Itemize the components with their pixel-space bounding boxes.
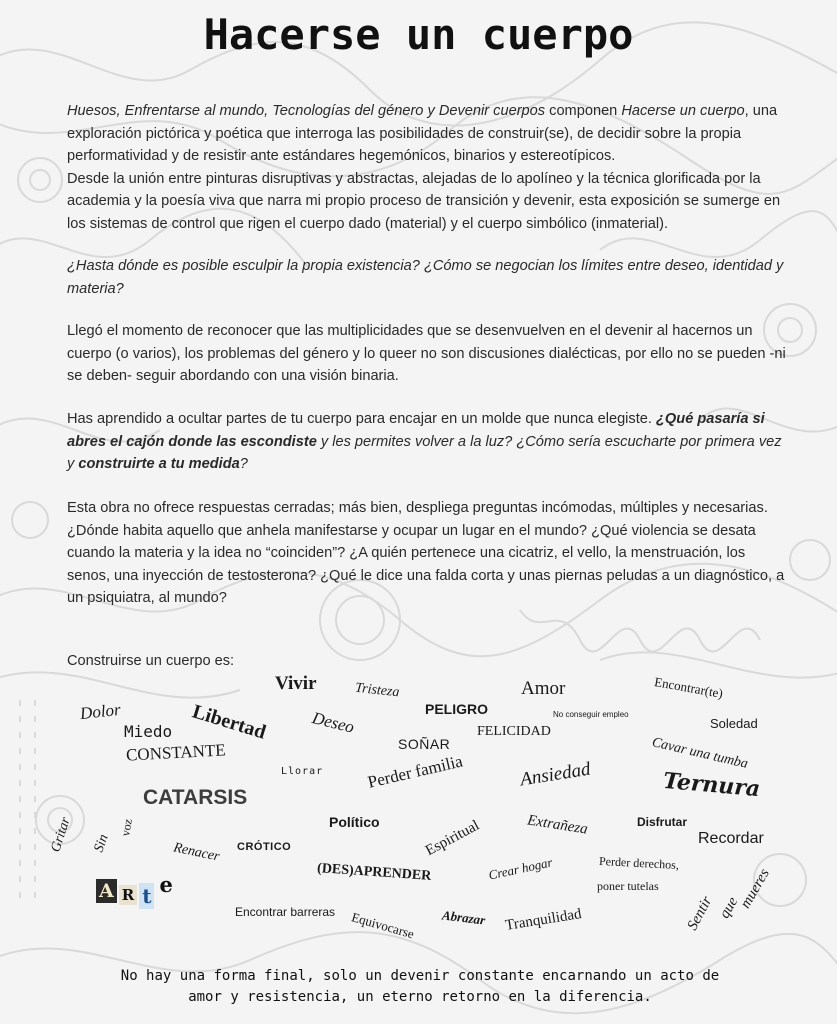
intro-work-title: Hacerse un cuerpo [621,103,745,119]
intro-text-3: Desde la unión entre pinturas disruptivas y abstractas, alejadas de lo apolíneo y la técnica glorificada por la academia y la poesía viva que narra mi propio proceso de transición y devenir, esta exposición se sumerge en los sistemas de control que rigen el cuerpo dado (material) y el cuerpo simbólico (inmaterial). [67,170,781,232]
paragraph-questions: Esta obra no ofrece respuestas cerradas; más bien, despliega preguntas incómodas, múltiples y necesarias. ¿Dónde habita aquello que anhela manifestarse y ocupar un lugar en el mundo? ¿Qué violencia se desata cuando la materia y la idea no “coinciden”? ¿A quién pertenece una cicatriz, el vello, la menstruación, los senos, una inyección de testosterona? ¿Qué le dice una falda corta y unas piernas peludas a un diagnóstico, a un psiquiatra, al mundo? [67,500,785,607]
collage-word-no-conseguir-empleo: No conseguir empleo [553,710,629,719]
question-text: ¿Hasta dónde es posible esculpir la propia existencia? ¿Cómo se negocian los límites entre deseo, identidad y materia? [67,258,784,297]
collage-word-miedo: Miedo [124,722,173,741]
collage-word-amor: Amor [521,678,566,699]
collage-word-catarsis: CATARSIS [143,786,248,809]
page-title: Hacerse un cuerpo [203,10,634,59]
arte-letter-r: R [119,885,137,905]
intro-paragraph [67,100,792,236]
collage-word-mueres: mueres [737,866,773,912]
paragraph-hidden-parts [67,408,792,476]
arte-ransom-letters [96,872,178,908]
para4-part-c: y les permites volver a la luz? ¿Cómo sería escucharte por primera vez y [67,433,782,473]
collage-word-recordar: Recordar [698,830,764,847]
collage-word-sonar: SOÑAR [398,736,451,752]
collage-word-desaprender: (DES)APRENDER [316,861,432,884]
para4-part-a: Has aprendido a ocultar partes de tu cuerpo para encajar en un molde que nunca elegiste. [67,411,657,427]
collage-word-que: que [716,894,742,922]
intro-text-2: , una exploración pictórica y poética que interroga las posibilidades de construir(se), de decidir sobre la propia performatividad y de resistir ante estándares hegemónicos, binarios y estereotípicos. [67,103,778,165]
para4-part-e: ? [239,456,248,473]
collage-word-ternura: Ternura [662,767,762,803]
collage-word-libertad: Libertad [189,700,269,744]
collage-word-encontrar-barreras: Encontrar barreras [235,905,336,919]
collage-word-crear-hogar: Crear hogar [487,854,554,883]
collage-word-equivocarse: Equivocarse [349,909,416,942]
collage-word-llorar: Llorar [281,766,324,777]
collage-word-renacer: Renacer [172,840,221,865]
question-paragraph [67,255,792,300]
collage-word-deseo: Deseo [310,708,357,737]
collage-word-abrazar: Abrazar [441,907,487,928]
para4-part-d: construirte a tu medida [78,456,240,473]
collage-word-perder-familia: Perder familia [365,751,465,792]
collage-word-cavar-una-tumba: Cavar una tumba [650,735,750,772]
collage-word-vivir: Vivir [275,673,317,694]
collage-word-espiritual: Espiritual [423,817,483,860]
collage-word-tristeza: Tristeza [354,680,401,701]
collage-word-poner-tutelas: poner tutelas [597,879,659,893]
collage-word-felicidad: FELICIDAD [477,724,551,739]
collage-word-crotico: CRÓTICO [237,841,292,853]
paragraph-binary: Llegó el momento de reconocer que las multiplicidades que se desenvuelven en el devenir al hacernos un cuerpo (o varios), los problemas del género y lo queer no son discusiones dialécticas, por ello no se pueden -ni se deben- seguir abordando con una visión binaria. [67,323,786,385]
collage-lead-in: Construirse un cuerpo es: [67,653,235,669]
collage-word-extraneza: Extrañeza [526,812,589,838]
collage-word-encontrarte: Encontrar(te) [653,674,725,701]
intro-series-titles: Huesos, Enfrentarse al mundo, Tecnologías del género y Devenir cuerpos [67,103,546,119]
collage-word-sentir: Sentir [684,893,716,934]
collage-word-constante: CONSTANTE [125,740,227,765]
collage-word-soledad: Soledad [710,716,758,731]
closing-statement: No hay una forma final, solo un devenir constante encarnando un acto de amor y resistencia, un eterno retorno en la diferencia. [120,968,720,1005]
collage-word-tranquilidad: Tranquilidad [504,906,583,934]
para4-part-b: ¿Qué pasaría si abres el cajón donde las escondiste [67,411,765,450]
arte-letter-t: t [139,883,154,909]
collage-word-sin: Sin [91,832,112,855]
arte-letter-a: A [96,879,117,903]
collage-word-perder-derechos: Perder derechos, [598,853,680,873]
intro-text-1: componen [545,103,622,119]
collage-word-dolor: Dolor [79,699,122,724]
collage-word-gritar: Gritar [48,815,74,855]
collage-word-disfrutar: Disfrutar [637,815,688,829]
collage-word-voz: voz [118,817,135,838]
collage-word-politico: Político [329,814,380,830]
collage-word-ansiedad: Ansiedad [518,758,592,791]
arte-letter-e: e [156,871,175,898]
collage-word-peligro: PELIGRO [425,701,489,717]
